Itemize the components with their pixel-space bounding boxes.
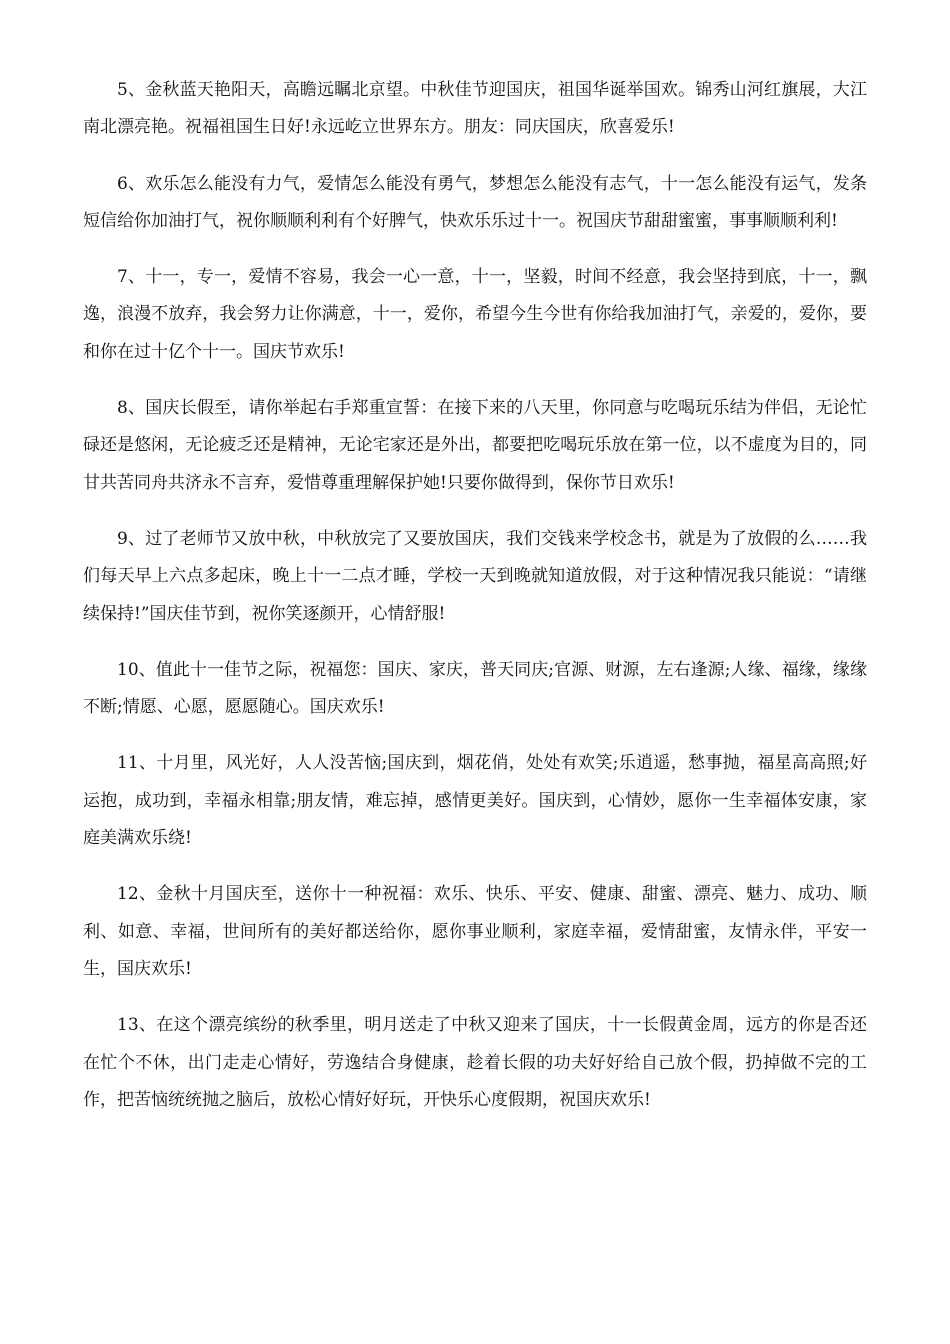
paragraph-7: 7、十一，专一，爱情不容易，我会一心一意，十一，坚毅，时间不经意，我会坚持到底，十一，飘逸，浪漫不放弃，我会努力让你满意，十一，爱你，希望今生今世有你给我加油打气，亲爱的，爱你，要和你在过十亿个十一。国庆节欢乐! — [83, 267, 867, 362]
paragraph-10: 10、值此十一佳节之际，祝福您：国庆、家庆，普天同庆;官源、财源，左右逢源;人缘、福缘，缘缘不断;情愿、心愿，愿愿随心。国庆欢乐! — [83, 659, 867, 718]
paragraph-11: 11、十月里，风光好，人人没苦恼;国庆到，烟花俏，处处有欢笑;乐逍遥，愁事抛，福星高高照;好运抱，成功到，幸福永相靠;朋友情，难忘掉，感情更美好。国庆到，心情妙，愿你一生幸福体安康，家庭美满欢乐绕! — [83, 753, 867, 849]
paragraph-12: 12、金秋十月国庆至，送你十一种祝福：欢乐、快乐、平安、健康、甜蜜、漂亮、魅力、成功、顺利、如意、幸福，世间所有的美好都送给你，愿你事业顺利，家庭幸福，爱情甜蜜，友情永伴，平安一生，国庆欢乐! — [83, 884, 867, 979]
paragraph-8: 8、国庆长假至，请你举起右手郑重宣誓：在接下来的八天里，你同意与吃喝玩乐结为伴侣，无论忙碌还是悠闲，无论疲乏还是精神，无论宅家还是外出，都要把吃喝玩乐放在第一位，以不虚度为目的，同甘共苦同舟共济永不言弃，爱惜尊重理解保护她!只要你做得到，保你节日欢乐! — [83, 398, 867, 493]
document-body — [83, 72, 867, 1138]
paragraph-6: 6、欢乐怎么能没有力气，爱情怎么能没有勇气，梦想怎么能没有志气，十一怎么能没有运气，发条短信给你加油打气，祝你顺顺利利有个好脾气，快欢乐乐过十一。祝国庆节甜甜蜜蜜，事事顺顺利利! — [83, 173, 867, 231]
paragraph-5: 5、金秋蓝天艳阳天，高瞻远瞩北京望。中秋佳节迎国庆，祖国华诞举国欢。锦秀山河红旗展，大江南北漂亮艳。祝福祖国生日好!永远屹立世界东方。朋友：同庆国庆，欣喜爱乐! — [83, 80, 867, 138]
paragraph-9: 9、过了老师节又放中秋，中秋放完了又要放国庆，我们交钱来学校念书，就是为了放假的么……我们每天早上六点多起床，晚上十一二点才睡，学校一天到晚就知道放假，对于这种情况我只能说：“请继续保持!”国庆佳节到，祝你笑逐颜开，心情舒服! — [83, 528, 867, 624]
paragraph-13: 13、在这个漂亮缤纷的秋季里，明月送走了中秋又迎来了国庆，十一长假黄金周，远方的你是否还在忙个不休，出门走走心情好，劳逸结合身健康，趁着长假的功夫好好给自己放个假，扔掉做不完的工作，把苦恼统统抛之脑后，放松心情好好玩，开快乐心度假期，祝国庆欢乐! — [83, 1015, 867, 1110]
